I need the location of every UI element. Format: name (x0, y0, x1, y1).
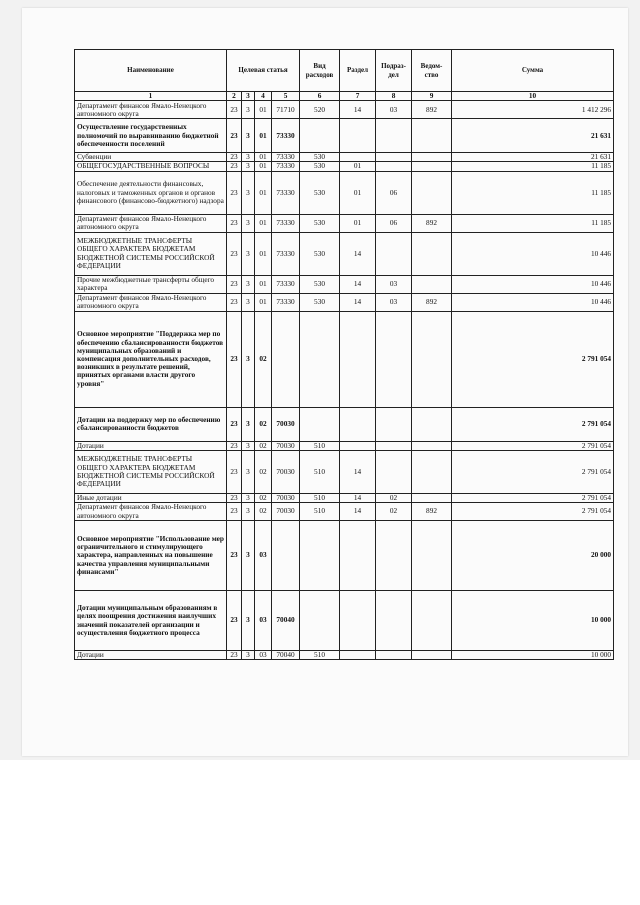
cell-dept (412, 521, 452, 591)
cell-sum: 10 446 (452, 293, 614, 311)
cell-b: 3 (242, 651, 255, 660)
cell-d: 73330 (272, 153, 300, 162)
cell-name: Дотации (75, 441, 227, 450)
cell-name: Основное мероприятие "Использование мер ограничительного и стимулирующего характера, направленных на повышение качества управления муниципальными финансами" (75, 521, 227, 591)
cell-kind: 510 (300, 503, 340, 521)
cell-b: 3 (242, 441, 255, 450)
cell-c: 01 (255, 275, 272, 293)
cell-c: 02 (255, 407, 272, 441)
cell-kind: 530 (300, 214, 340, 232)
cell-d: 70040 (272, 591, 300, 651)
cell-sub (376, 651, 412, 660)
cell-sum: 11 185 (452, 171, 614, 214)
cell-b: 3 (242, 503, 255, 521)
cell-dept: 892 (412, 293, 452, 311)
cell-sum: 11 185 (452, 214, 614, 232)
cell-c: 03 (255, 521, 272, 591)
cell-sec: 14 (340, 101, 376, 119)
cell-kind: 530 (300, 275, 340, 293)
cell-kind (300, 591, 340, 651)
cell-sum: 2 791 054 (452, 441, 614, 450)
table-row (75, 162, 614, 171)
cell-b: 3 (242, 119, 255, 153)
header-sum: Сумма (452, 50, 614, 92)
cell-sub: 02 (376, 503, 412, 521)
cell-dept (412, 450, 452, 493)
cell-c: 02 (255, 311, 272, 407)
cell-c: 02 (255, 441, 272, 450)
header-kind: Вид расходов (300, 50, 340, 92)
cell-kind: 520 (300, 101, 340, 119)
table-row (75, 119, 614, 153)
table-row (75, 450, 614, 493)
cell-c: 01 (255, 171, 272, 214)
cell-a: 23 (227, 591, 242, 651)
cell-name: Дотации (75, 651, 227, 660)
cell-a: 23 (227, 275, 242, 293)
table-row (75, 275, 614, 293)
cell-name: Департамент финансов Ямало-Ненецкого автономного округа (75, 503, 227, 521)
cell-name: Дотации муниципальным образованиям в целях поощрения достижения наилучших значений показателей организации и осуществления бюджетного процесса (75, 591, 227, 651)
column-number: 9 (412, 92, 452, 101)
cell-c: 01 (255, 153, 272, 162)
cell-sub (376, 119, 412, 153)
table-row (75, 311, 614, 407)
cell-sec (340, 441, 376, 450)
cell-b: 3 (242, 311, 255, 407)
cell-sub: 03 (376, 101, 412, 119)
cell-sub (376, 591, 412, 651)
cell-dept (412, 441, 452, 450)
table-row (75, 407, 614, 441)
cell-a: 23 (227, 101, 242, 119)
cell-b: 3 (242, 493, 255, 502)
cell-sum: 10 446 (452, 275, 614, 293)
table-row (75, 214, 614, 232)
cell-d (272, 521, 300, 591)
cell-dept (412, 407, 452, 441)
cell-b: 3 (242, 293, 255, 311)
cell-b: 3 (242, 591, 255, 651)
cell-name: Субвенции (75, 153, 227, 162)
cell-d: 73330 (272, 293, 300, 311)
cell-a: 23 (227, 493, 242, 502)
cell-sum: 2 791 054 (452, 503, 614, 521)
cell-c: 01 (255, 232, 272, 275)
column-number: 3 (242, 92, 255, 101)
table-body (75, 101, 614, 660)
cell-a: 23 (227, 162, 242, 171)
column-number: 10 (452, 92, 614, 101)
cell-c: 01 (255, 293, 272, 311)
budget-table (74, 49, 614, 660)
cell-sum: 10 446 (452, 232, 614, 275)
cell-sec (340, 407, 376, 441)
cell-c: 02 (255, 503, 272, 521)
cell-a: 23 (227, 119, 242, 153)
cell-sub (376, 450, 412, 493)
cell-sub (376, 407, 412, 441)
header-name: Наименование (75, 50, 227, 92)
cell-dept: 892 (412, 503, 452, 521)
table-row (75, 503, 614, 521)
table-row (75, 493, 614, 502)
cell-name: Прочие межбюджетные трансферты общего характера (75, 275, 227, 293)
cell-sec: 14 (340, 493, 376, 502)
cell-dept (412, 171, 452, 214)
cell-a: 23 (227, 214, 242, 232)
cell-kind: 530 (300, 153, 340, 162)
cell-sub (376, 153, 412, 162)
cell-sum: 21 631 (452, 153, 614, 162)
cell-sub: 02 (376, 493, 412, 502)
cell-d: 71710 (272, 101, 300, 119)
cell-sub: 03 (376, 275, 412, 293)
cell-sec (340, 153, 376, 162)
column-number: 8 (376, 92, 412, 101)
column-numbers-row (75, 92, 614, 101)
cell-sec: 14 (340, 275, 376, 293)
cell-sum: 11 185 (452, 162, 614, 171)
cell-d: 70040 (272, 651, 300, 660)
cell-kind: 530 (300, 171, 340, 214)
column-number: 6 (300, 92, 340, 101)
cell-a: 23 (227, 232, 242, 275)
cell-b: 3 (242, 101, 255, 119)
cell-dept (412, 162, 452, 171)
cell-dept (412, 493, 452, 502)
header-section: Раздел (340, 50, 376, 92)
cell-b: 3 (242, 153, 255, 162)
cell-a: 23 (227, 503, 242, 521)
cell-b: 3 (242, 171, 255, 214)
table-row (75, 232, 614, 275)
cell-d: 70030 (272, 450, 300, 493)
cell-name: Иные дотации (75, 493, 227, 502)
cell-d (272, 311, 300, 407)
cell-c: 03 (255, 651, 272, 660)
cell-d: 73330 (272, 171, 300, 214)
cell-c: 01 (255, 101, 272, 119)
cell-sum: 2 791 054 (452, 450, 614, 493)
cell-sum: 10 000 (452, 591, 614, 651)
cell-kind (300, 521, 340, 591)
cell-c: 02 (255, 450, 272, 493)
cell-sec (340, 521, 376, 591)
cell-sum: 2 791 054 (452, 407, 614, 441)
cell-b: 3 (242, 450, 255, 493)
cell-sec: 14 (340, 503, 376, 521)
cell-kind: 510 (300, 450, 340, 493)
cell-name: ОБЩЕГОСУДАРСТВЕННЫЕ ВОПРОСЫ (75, 162, 227, 171)
cell-kind: 530 (300, 232, 340, 275)
cell-kind: 530 (300, 162, 340, 171)
cell-kind (300, 311, 340, 407)
table-row (75, 101, 614, 119)
table-row (75, 591, 614, 651)
cell-name: Департамент финансов Ямало-Ненецкого автономного округа (75, 101, 227, 119)
cell-kind: 510 (300, 493, 340, 502)
cell-name: МЕЖБЮДЖЕТНЫЕ ТРАНСФЕРТЫ ОБЩЕГО ХАРАКТЕРА БЮДЖЕТАМ БЮДЖЕТНОЙ СИСТЕМЫ РОССИЙСКОЙ ФЕДЕРАЦИИ (75, 232, 227, 275)
cell-d: 70030 (272, 493, 300, 502)
cell-b: 3 (242, 162, 255, 171)
cell-kind: 510 (300, 441, 340, 450)
cell-sub: 03 (376, 293, 412, 311)
cell-sum: 21 631 (452, 119, 614, 153)
cell-dept (412, 232, 452, 275)
cell-sec (340, 119, 376, 153)
cell-d: 73330 (272, 119, 300, 153)
cell-sub (376, 162, 412, 171)
cell-a: 23 (227, 450, 242, 493)
cell-sec (340, 311, 376, 407)
cell-a: 23 (227, 171, 242, 214)
cell-name: Обеспечение деятельности финансовых, налоговых и таможенных органов и органов финансового (финансово-бюджетного) надзора (75, 171, 227, 214)
cell-sub (376, 441, 412, 450)
table-row (75, 441, 614, 450)
cell-name: Осуществление государственных полномочий по выравниванию бюджетной обеспеченности поселений (75, 119, 227, 153)
cell-c: 01 (255, 119, 272, 153)
cell-kind (300, 407, 340, 441)
cell-b: 3 (242, 214, 255, 232)
column-number: 2 (227, 92, 242, 101)
cell-sub (376, 521, 412, 591)
column-number: 1 (75, 92, 227, 101)
column-number: 4 (255, 92, 272, 101)
header-target: Целевая статья (227, 50, 300, 92)
cell-sub: 06 (376, 214, 412, 232)
cell-sec: 01 (340, 162, 376, 171)
cell-sec: 14 (340, 450, 376, 493)
cell-name: Основное мероприятие "Поддержка мер по обеспечению сбалансированности бюджетов муниципальных образований и компенсация дополнительных расходов, возникших в результате решений, принятых органами власти другого уровня" (75, 311, 227, 407)
cell-dept (412, 311, 452, 407)
cell-dept (412, 651, 452, 660)
cell-kind: 530 (300, 293, 340, 311)
column-number: 7 (340, 92, 376, 101)
cell-sec: 14 (340, 293, 376, 311)
cell-sum: 2 791 054 (452, 493, 614, 502)
cell-d: 73330 (272, 275, 300, 293)
cell-sub (376, 232, 412, 275)
cell-name: Департамент финансов Ямало-Ненецкого автономного округа (75, 293, 227, 311)
cell-dept: 892 (412, 101, 452, 119)
cell-c: 02 (255, 493, 272, 502)
cell-name: Дотации на поддержку мер по обеспечению сбалансированности бюджетов (75, 407, 227, 441)
cell-c: 01 (255, 214, 272, 232)
cell-sec: 01 (340, 171, 376, 214)
cell-d: 73330 (272, 162, 300, 171)
cell-d: 70030 (272, 407, 300, 441)
cell-sum: 10 000 (452, 651, 614, 660)
cell-name: Департамент финансов Ямало-Ненецкого автономного округа (75, 214, 227, 232)
cell-sec (340, 591, 376, 651)
cell-a: 23 (227, 521, 242, 591)
header-row (75, 50, 614, 92)
cell-d: 70030 (272, 503, 300, 521)
table-row (75, 171, 614, 214)
cell-sum: 2 791 054 (452, 311, 614, 407)
table-row (75, 293, 614, 311)
cell-b: 3 (242, 521, 255, 591)
header-dept: Ведом-ство (412, 50, 452, 92)
cell-sub: 06 (376, 171, 412, 214)
cell-c: 03 (255, 591, 272, 651)
table-row (75, 521, 614, 591)
cell-b: 3 (242, 275, 255, 293)
table-row (75, 153, 614, 162)
cell-dept: 892 (412, 214, 452, 232)
cell-a: 23 (227, 153, 242, 162)
cell-sec: 14 (340, 232, 376, 275)
cell-sec (340, 651, 376, 660)
cell-a: 23 (227, 293, 242, 311)
cell-sub (376, 311, 412, 407)
cell-b: 3 (242, 407, 255, 441)
cell-dept (412, 275, 452, 293)
cell-sec: 01 (340, 214, 376, 232)
cell-dept (412, 153, 452, 162)
cell-d: 73330 (272, 214, 300, 232)
cell-a: 23 (227, 651, 242, 660)
column-number: 5 (272, 92, 300, 101)
cell-a: 23 (227, 407, 242, 441)
cell-sum: 20 000 (452, 521, 614, 591)
cell-a: 23 (227, 441, 242, 450)
cell-a: 23 (227, 311, 242, 407)
cell-name: МЕЖБЮДЖЕТНЫЕ ТРАНСФЕРТЫ ОБЩЕГО ХАРАКТЕРА БЮДЖЕТАМ БЮДЖЕТНОЙ СИСТЕМЫ РОССИЙСКОЙ ФЕДЕРАЦИИ (75, 450, 227, 493)
cell-dept (412, 591, 452, 651)
cell-d: 70030 (272, 441, 300, 450)
cell-kind (300, 119, 340, 153)
header-subsection: Подраз-дел (376, 50, 412, 92)
cell-b: 3 (242, 232, 255, 275)
cell-dept (412, 119, 452, 153)
table-row (75, 651, 614, 660)
cell-d: 73330 (272, 232, 300, 275)
cell-sum: 1 412 296 (452, 101, 614, 119)
cell-c: 01 (255, 162, 272, 171)
cell-kind: 510 (300, 651, 340, 660)
